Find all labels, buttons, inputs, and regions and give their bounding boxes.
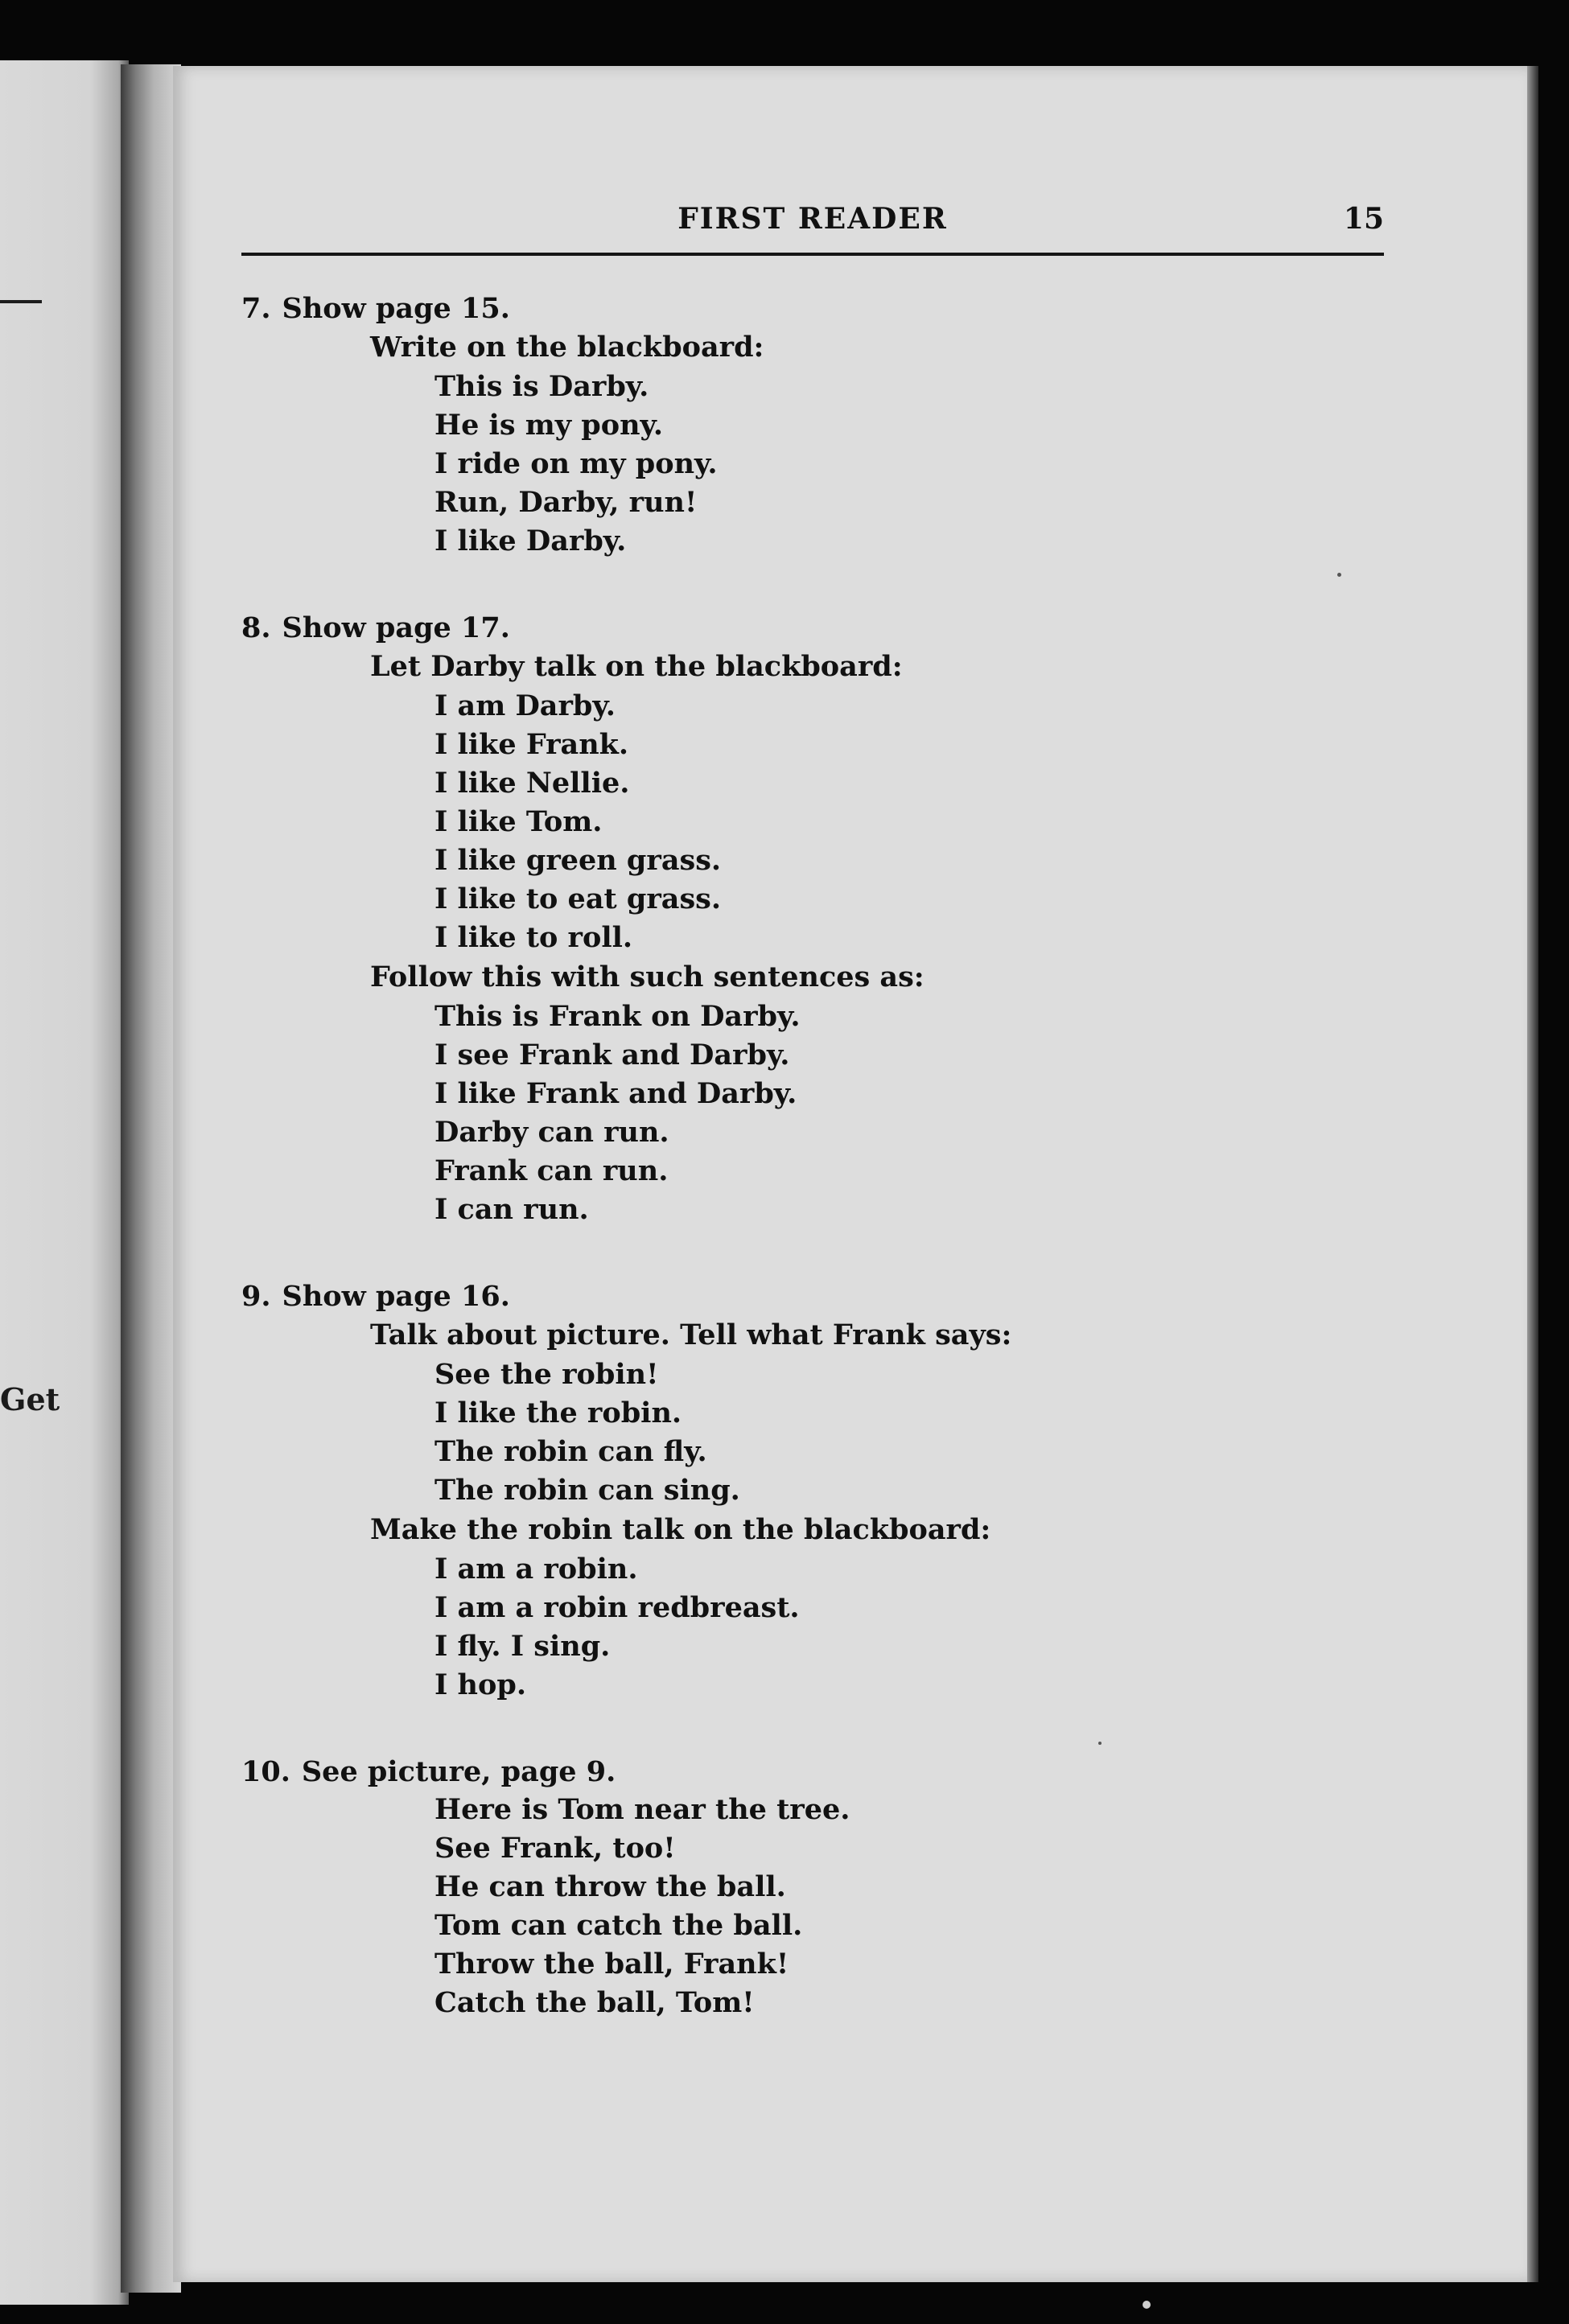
instruction-text: Write on the blackboard:	[370, 331, 764, 364]
lesson-section	[241, 1753, 1384, 2022]
page-number: 15	[1343, 202, 1384, 236]
blackboard-sentences	[434, 687, 1384, 957]
sentence-line: I fly. I sing.	[434, 1630, 611, 1663]
sentence-line: I am a robin.	[434, 1553, 638, 1586]
instruction-block	[370, 327, 1384, 561]
sentence-line: See the robin!	[434, 1358, 659, 1391]
sentence-line: Tom can catch the ball.	[434, 1909, 803, 1942]
sentence-line: I like Nellie.	[434, 767, 630, 800]
facing-page-text-fragment: Get	[0, 1381, 60, 1417]
section-heading	[241, 290, 1384, 327]
sentence-line: The robin can fly.	[434, 1435, 707, 1468]
sentence-line: He can throw the ball.	[434, 1870, 786, 1903]
section-heading	[241, 1277, 1384, 1315]
sentence-line: I like the robin.	[434, 1396, 682, 1429]
header-rule	[241, 253, 1384, 256]
blackboard-sentences	[434, 1550, 1384, 1705]
section-heading	[241, 609, 1384, 647]
sentence-line: The robin can sing.	[434, 1474, 740, 1507]
blackboard-sentences	[434, 368, 1384, 561]
sentence-line: I like to roll.	[434, 921, 633, 954]
instruction-block	[370, 647, 1384, 957]
section-title: Show page 17.	[282, 611, 510, 644]
scan-speck	[1143, 2301, 1151, 2309]
section-title: Show page 15.	[282, 292, 510, 325]
sentence-line: I like Darby.	[434, 524, 627, 557]
instruction-text: Follow this with such sentences as:	[370, 960, 925, 993]
facing-page-edge	[0, 60, 129, 2305]
sentence-line: Run, Darby, run!	[434, 486, 698, 519]
blackboard-sentences	[434, 1355, 1384, 1510]
section-heading	[241, 1753, 1384, 1791]
section-title: Show page 16.	[282, 1280, 510, 1313]
section-number: 7.	[241, 292, 271, 325]
instruction-block	[370, 1315, 1384, 1510]
sentence-line: This is Darby.	[434, 370, 649, 403]
sentence-line: Frank can run.	[434, 1154, 669, 1187]
sentence-line: I hop.	[434, 1668, 527, 1701]
running-title: FIRST READER	[677, 202, 948, 236]
page-edge-shadow	[1527, 66, 1538, 2282]
section-number: 10.	[241, 1755, 290, 1788]
lesson-section	[241, 290, 1384, 561]
sentence-line: I ride on my pony.	[434, 447, 718, 480]
sentence-line: I can run.	[434, 1193, 589, 1226]
page-body	[241, 290, 1384, 2071]
section-number: 9.	[241, 1280, 271, 1313]
section-title: See picture, page 9.	[301, 1755, 616, 1788]
sentence-line: I like green grass.	[434, 844, 722, 877]
sentence-line: See Frank, too!	[434, 1832, 676, 1865]
instruction-text: Make the robin talk on the blackboard:	[370, 1513, 991, 1546]
scan-speck	[1098, 1742, 1102, 1745]
blackboard-sentences	[434, 997, 1384, 1229]
instruction-text: Let Darby talk on the blackboard:	[370, 650, 903, 683]
sentence-line: I am Darby.	[434, 689, 616, 722]
sentence-line: Here is Tom near the tree.	[434, 1793, 850, 1826]
sentence-line: Darby can run.	[434, 1116, 669, 1149]
sentence-line: This is Frank on Darby.	[434, 1000, 801, 1033]
book-gutter	[121, 64, 181, 2293]
sentence-line: I like to eat grass.	[434, 882, 722, 915]
instruction-block	[370, 1791, 1384, 2022]
sentence-line: I am a robin redbreast.	[434, 1591, 800, 1624]
section-number: 8.	[241, 611, 271, 644]
scan-speck	[1337, 573, 1341, 577]
sentence-line: I see Frank and Darby.	[434, 1039, 790, 1072]
facing-page-rule	[0, 300, 42, 303]
instruction-block	[370, 957, 1384, 1229]
sentence-line: He is my pony.	[434, 409, 664, 442]
sentence-line: I like Tom.	[434, 805, 603, 838]
sentence-line: I like Frank and Darby.	[434, 1077, 797, 1110]
instruction-block	[370, 1510, 1384, 1705]
lesson-section	[241, 609, 1384, 1229]
blackboard-sentences	[434, 1791, 1384, 2022]
sentence-line: Catch the ball, Tom!	[434, 1986, 755, 2019]
instruction-text: Talk about picture. Tell what Frank says:	[370, 1318, 1012, 1351]
sentence-line: Throw the ball, Frank!	[434, 1948, 789, 1981]
sentence-line: I like Frank.	[434, 728, 629, 761]
lesson-section	[241, 1277, 1384, 1705]
page-header	[241, 197, 1384, 245]
